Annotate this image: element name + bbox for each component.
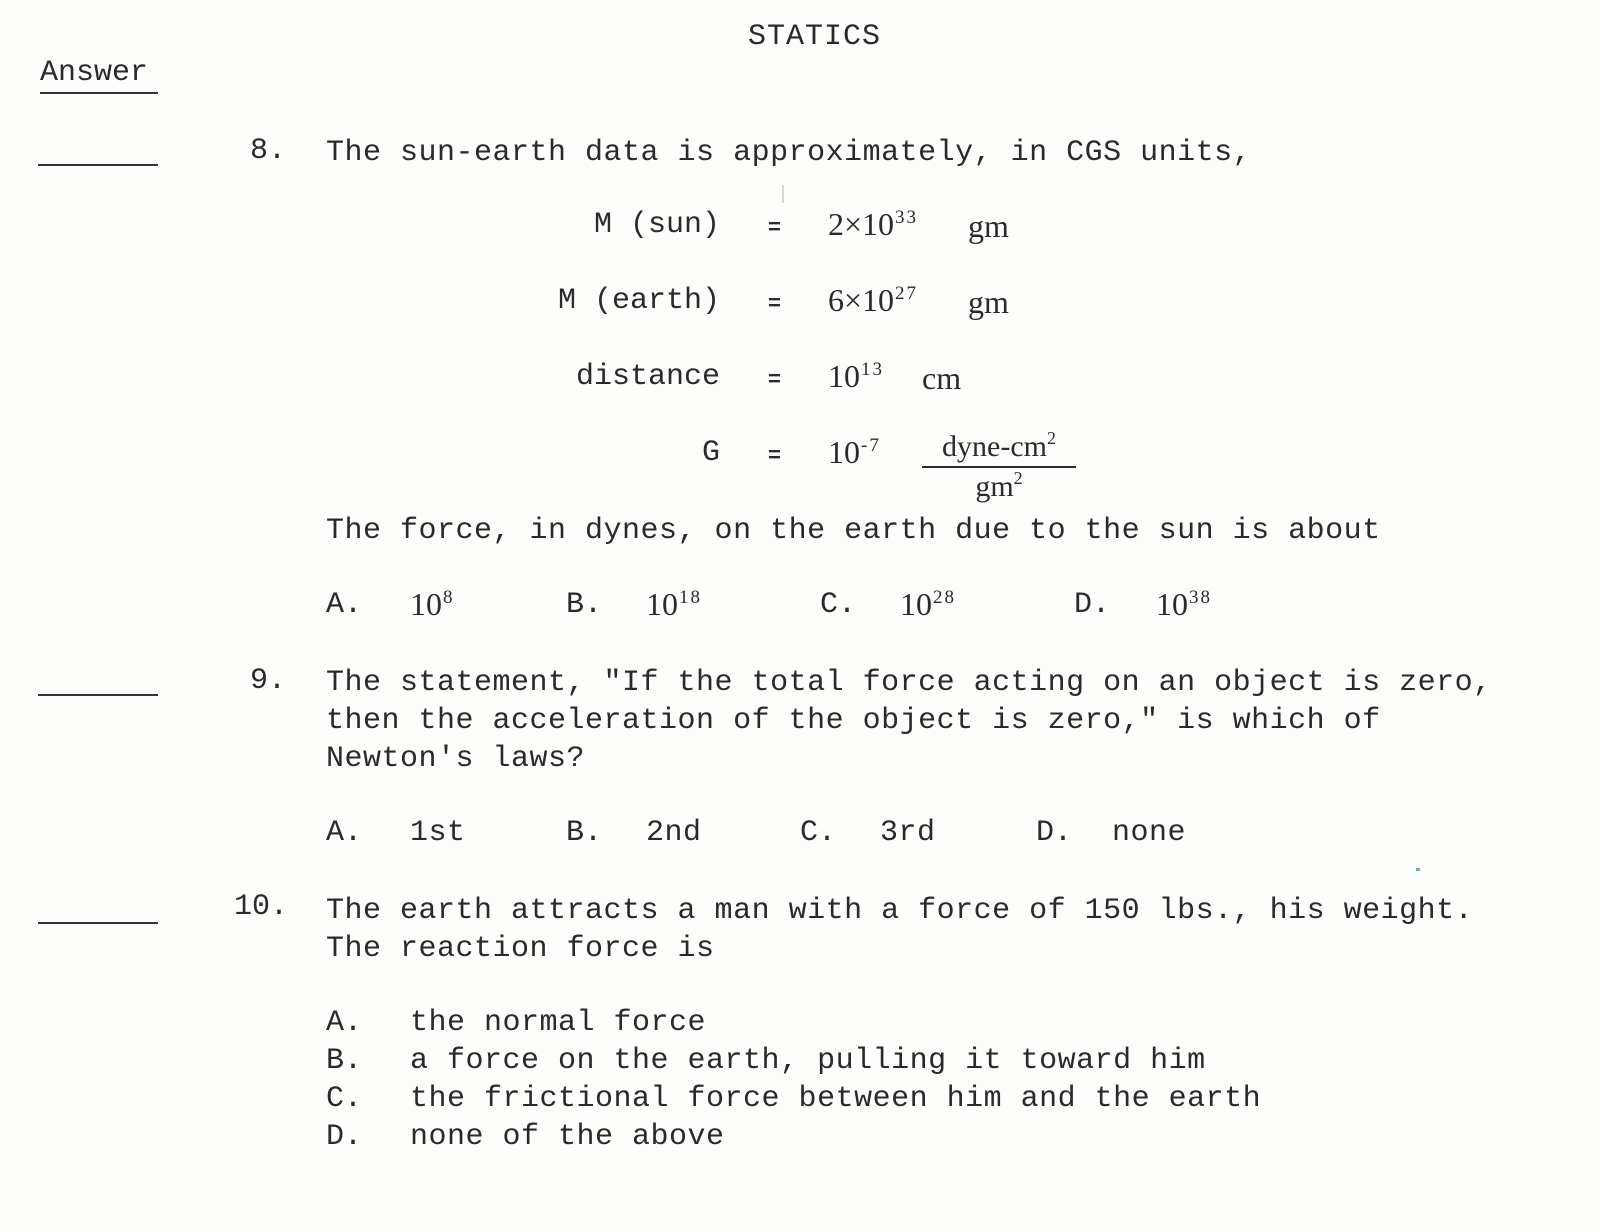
- choice-9a-letter: A.: [326, 816, 363, 850]
- data-value-sun-mass: $2\times 10^{33}$: [828, 206, 919, 242]
- exponent: -7: [861, 435, 881, 456]
- data-label-earth-mass: M (earth): [557, 284, 720, 318]
- choice-8a-value: $10^8$: [410, 586, 455, 622]
- choice-10d-letter: D.: [326, 1120, 363, 1154]
- question-8-intro: The sun-earth data is approximately, in CGS units,: [326, 136, 1252, 170]
- choice-9d-letter: D.: [1036, 816, 1073, 850]
- ink-speck: [1416, 868, 1420, 871]
- answer-blank-q9[interactable]: [38, 694, 158, 696]
- question-9-line-3: Newton's laws?: [326, 742, 586, 776]
- choice-10d-text: none of the above: [410, 1120, 725, 1154]
- paper-speck: [782, 185, 784, 203]
- data-unit-earth-mass: gm: [968, 284, 1009, 320]
- exponent: 13: [861, 359, 884, 380]
- question-8-stem: The force, in dynes, on the earth due to the sun is about: [326, 514, 1381, 548]
- equals-sign: =: [768, 366, 781, 391]
- question-10-line-2: The reaction force is: [326, 932, 715, 966]
- choice-9d-text: none: [1112, 816, 1187, 850]
- data-unit-sun-mass: gm: [968, 208, 1009, 244]
- exponent: 33: [895, 207, 919, 228]
- choice-8b-letter: B.: [566, 588, 603, 622]
- choice-8b-value: $10^{18}$: [646, 586, 702, 622]
- fraction-numerator: dyne-$cm^2$: [942, 428, 1056, 463]
- data-unit-distance: cm: [922, 360, 962, 396]
- choice-8a-letter: A.: [326, 588, 363, 622]
- choice-9a-text: 1st: [410, 816, 466, 850]
- equals-sign: =: [768, 442, 781, 467]
- question-number-9: 9.: [250, 664, 287, 698]
- question-number-10: 10.: [234, 890, 289, 924]
- choice-10b-letter: B.: [326, 1044, 363, 1078]
- page-title: STATICS: [748, 20, 882, 54]
- question-number-8: 8.: [250, 134, 287, 168]
- question-9-line-2: then the acceleration of the object is zero," is which of: [326, 704, 1381, 738]
- choice-8c-value: $10^{28}$: [900, 586, 956, 622]
- choice-9c-letter: C.: [800, 816, 837, 850]
- answer-blank-q10[interactable]: [38, 922, 158, 924]
- data-label-sun-mass: M (sun): [593, 208, 720, 242]
- choice-10c-letter: C.: [326, 1082, 363, 1116]
- choice-9c-text: 3rd: [880, 816, 936, 850]
- gravity-constant-unit-fraction: [920, 428, 1078, 504]
- choice-8d-value: $10^{38}$: [1156, 586, 1212, 622]
- choice-10a-text: the normal force: [410, 1006, 707, 1040]
- question-9-line-1: The statement, "If the total force acting on an object is zero,: [326, 666, 1492, 700]
- choice-10a-letter: A.: [326, 1006, 363, 1040]
- answer-blank-q8[interactable]: [38, 164, 158, 166]
- data-value-earth-mass: $6\times 10^{27}$: [828, 282, 919, 318]
- answer-column-header: Answer: [40, 56, 149, 90]
- data-label-gravity-constant: G: [701, 436, 720, 470]
- data-label-distance: distance: [575, 360, 720, 394]
- choice-10b-text: a force on the earth, pulling it toward him: [410, 1044, 1206, 1078]
- exponent: 27: [895, 283, 919, 304]
- question-10-line-1: The earth attracts a man with a force of 150 lbs., his weight.: [326, 894, 1474, 928]
- choice-10c-text: the frictional force between him and the earth: [410, 1082, 1262, 1116]
- choice-9b-letter: B.: [566, 816, 603, 850]
- equals-sign: =: [768, 290, 781, 315]
- fraction-denominator: $gm^2$: [975, 468, 1023, 503]
- choice-9b-text: 2nd: [646, 816, 702, 850]
- equals-sign: =: [768, 214, 781, 239]
- data-value-gravity-constant: $10^{-7}$: [828, 434, 881, 470]
- choice-8c-letter: C.: [820, 588, 857, 622]
- data-value-distance: $10^{13}$: [828, 358, 884, 394]
- choice-8d-letter: D.: [1074, 588, 1111, 622]
- answer-header-underline: [40, 92, 158, 94]
